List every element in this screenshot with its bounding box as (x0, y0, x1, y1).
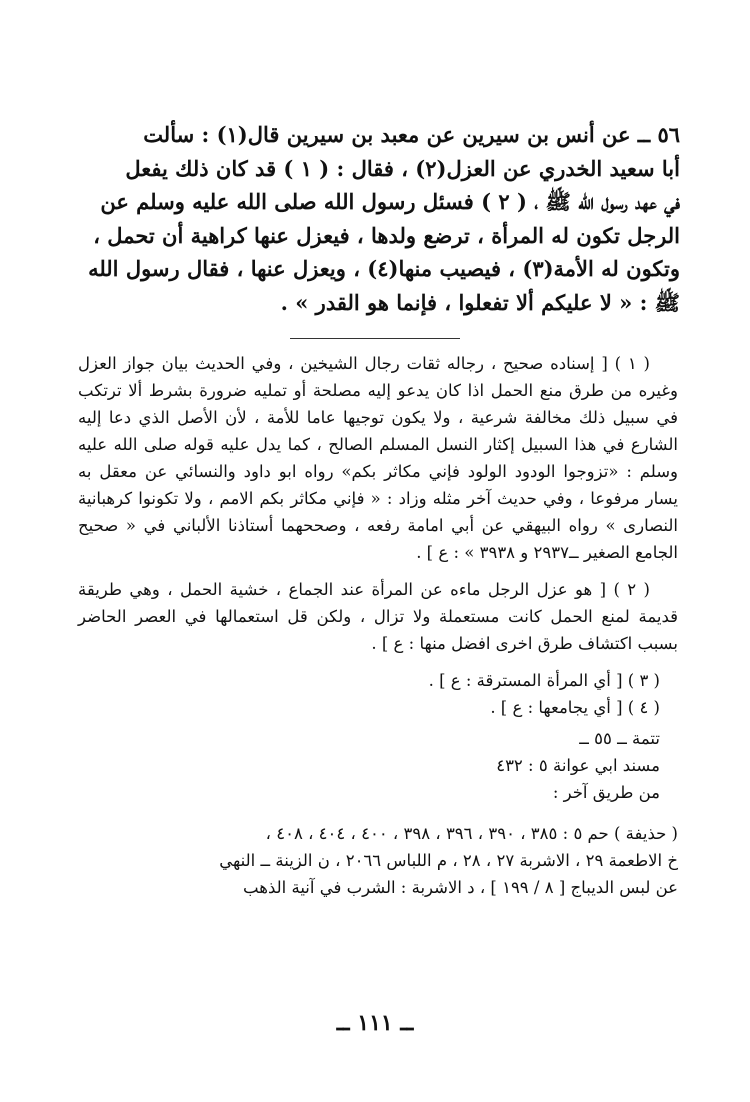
footnotes-section (78, 350, 678, 901)
addendum-block (78, 725, 678, 806)
hadith-line: الرجل تكون له المرأة ، ترضع ولدها ، فيعزل عنها كراهية أن تحمل ، (93, 222, 680, 248)
footnote-2: ( ٢ ) [ هو عزل الرجل ماءه عن المرأة عند الجماع ، خشية الحمل ، وهي طريقة قديمة لمنع الحمل كانت مستعملة ولا تزال ، ولكن قل استعمالها في العصر الحاضر بسبب اكتشاف طرق اخرى افضل منها : ع ] . (78, 580, 678, 653)
hadith-text (80, 118, 680, 319)
reference-line: ( حذيفة ) حم ٥ : ٣٨٥ ، ٣٩٠ ، ٣٩٦ ، ٣٩٨ ، ٤٠٠ ، ٤٠٤ ، ٤٠٨ ، (265, 824, 678, 843)
addendum-line: مسند ابي عوانة ٥ : ٤٣٢ (496, 756, 660, 775)
hadith-line: ٥٦ ــ عن أنس بن سيرين عن معبد بن سيرين قال(١) : سألت (143, 122, 680, 147)
reference-line: خ الاطعمة ٢٩ ، الاشربة ٢٧ ، ٢٨ ، م اللباس ٢٠٦٦ ، ن الزينة ــ النهي (219, 851, 678, 870)
addendum-line: من طريق آخر : (552, 783, 660, 802)
hadith-line: وتكون له الأمة(٣) ، فيصيب منها(٤) ، ويعزل عنها ، فقال رسول الله (88, 256, 680, 281)
footnote-4: ( ٤ ) [ أي يجامعها : ع ] . (490, 698, 660, 717)
references-block (78, 820, 678, 901)
page-number: ــ ١١١ ــ (336, 1010, 414, 1036)
hadith-line: في عهد رسول الله ﷺ ، ( ٢ ) فسئل رسول الله صلى الله عليه وسلم عن (100, 189, 680, 214)
footnote-separator (290, 338, 460, 339)
hadith-line: ﷺ : « لا عليكم ألا تفعلوا ، فإنما هو القدر » . (280, 289, 680, 315)
footnote-1: ( ١ ) [ إسناده صحيح ، رجاله ثقات رجال الشيخين ، وفي الحديث بيان جواز العزل وغيره من طرق منع الحمل اذا كان يدعو إليه مصلحة أو تمليه ضرورة بشرط ألا ترتكب في سبيل ذلك مخالفة شرعية ، ولا يكون توجيها عاما للأمة ، لأن الأصل الذي دعا إليه الشارع في هذا السبيل إكثار النسل المسلم الصالح ، كما يدل عليه قوله صلى الله عليه وسلم : «تزوجوا الودود الولود فإني مكاثر بكم» رواه ابو داود والنسائي عن معقل به يسار مرفوعا ، وفي حديث آخر مثله وزاد : « فإني مكاثر بكم الامم ، ولا تكونوا كرهبانية النصارى » رواه البيهقي عن أبي امامة رفعه ، وصححهما أستاذنا الألباني في « صحيح الجامع الصغير ــ٢٩٣٧ و ٣٩٣٨ » : ع ] . (78, 354, 678, 562)
reference-line: عن لبس الديباج [ ٨ / ١٩٩ ] ، د الاشربة : الشرب في آنية الذهب (243, 878, 678, 897)
hadith-line: أبا سعيد الخدري عن العزل(٢) ، فقال : ( ١ ) قد كان ذلك يفعل (125, 155, 680, 181)
footnote-3: ( ٣ ) [ أي المرأة المسترقة : ع ] . (428, 671, 660, 690)
addendum-line: تتمة ــ ٥٥ ــ (579, 729, 660, 748)
